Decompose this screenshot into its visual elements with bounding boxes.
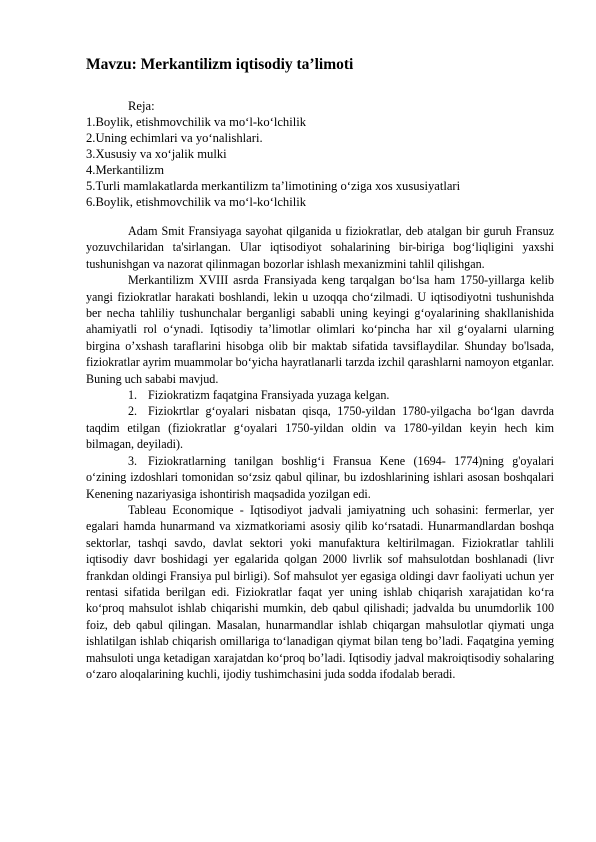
plan-item: 3.Xususiy va xo‘jalik mulki [86,147,227,161]
plan-heading: Reja: [128,99,155,113]
numbered-item [86,387,554,403]
numbered-item [86,453,554,502]
item-number: 2. [128,404,138,419]
body-text [86,223,554,682]
plan-item: 1.Boylik, etishmovchilik va mo‘l-ko‘lchilik [86,115,307,129]
plan-item: 4.Merkantilizm [86,163,164,177]
item-text: Fiziokrtlar g‘oyalari nisbatan qisqa, 1750-yildan 1780-yilgacha bo‘lgan davrda taqdim etilgan (fiziokratlar g‘oyalari 1750-yildan oldin va 1780-yildan keyin hech kim bilmagan, deyiladi). [86,404,554,452]
paragraph: Merkantilizm XVIII asrda Fransiyada keng tarqalgan bo‘lsa ham 1750-yillarga kelib yangi fiziokratlar harakati boshlandi, lekin u uzoqqa cho‘zilmadi. U iqtisodiyotni tushunishda ber necha tahliliy tushunchalar berganligi sababli uning keyingi g‘oyalarining shakllanishida ahamiyatli rol o‘ynadi. Iqtisodiy ta’limotlar olimlari ko‘pincha har xil g‘oyalarni ularning birgina o’xshash taraflarini hisobga olib bir maktab sifatida tavsiflaydilar. Shunday bo'lsada, fiziokratlar ayrim muammolar bo‘yicha hayratlanarli tarzda izchil qarashlarni namoyon etganlar. Buning uch sababi mavjud. [86,273,554,386]
plan-list [86,114,554,210]
plan-item: 2.Uning echimlari va yo‘nalishlari. [86,131,263,145]
item-text: Fiziokratizm faqatgina Fransiyada yuzaga kelgan. [148,388,390,403]
item-number: 3. [128,453,138,468]
numbered-item [86,403,554,452]
plan-item: 5.Turli mamlakatlarda merkantilizm ta’limotining o‘ziga xos xususiyatlari [86,179,461,193]
plan-item: 6.Boylik, etishmovchilik va mo‘l-ko‘lchilik [86,195,307,209]
paragraph: Tableau Economique - Iqtisodiyot jadvali jamiyatning uch sohasini: fermerlar, yer egalari hamda hunarmand va xizmatkoriami asosiy qilib ko‘rsatadi. Hunarmandlardan boshqa sektorlar, tashqi savdo, davlat sektori yoki manufaktura keltirilmagan. Fiziokratlar tahlili iqtisodiy davr boshidagi yer egalarida qolgan 2000 livrlik sof mahsulotdan boshlanadi (livr frankdan oldingi Fransiya pul birligi). Sof mahsulot yer egasiga oldingi davr faoliyati uchun yer rentasi sifatida berilgan edi. Fiziokratlar faqat yer uning ishlab chiqarish xarajatidan ko‘ra ko‘proq mahsulot ishlab chiqarishi mumkin, deb qabul qilishadi; jadvalda bu unumdorlik 100 foiz, deb qabul qilingan. Masalan, hunarmandlar ishlab chiqargan mahsulotlar qiymati unga ishlatilgan ishlab chiqarish omillariga to‘lanadigan qiymat bilan teng bo’ladi. Faqatgina yeming mahsuloti unga ketadigan xarajatdan ko‘proq bo’ladi. Iqtisodiy jadval makroiqtisodiy sohalaring o‘zaro aloqalarining kuchli, ijodiy tushimchasini juda sodda ifodalab beradi. [86,502,554,681]
page-title: Mavzu: Merkantilizm iqtisodiy ta’limoti [86,56,354,73]
item-text: Fiziokratlarning tanilgan boshlig‘i Fransua Kene (1694- 1774)ning g'oyalari o‘zining izdoshlari tomonidan so‘zsiz qabul qilinar, bu izdoshlarining ishlari asosan boshqalari Kenening nazariyasiga ishontirish maqsadida yozilgan edi. [86,453,554,501]
item-number: 1. [128,388,138,403]
paragraph: Adam Smit Fransiyaga sayohat qilganida u fiziokratlar, deb atalgan bir guruh Fransuz yozuvchilaridan ta'sirlangan. Ular iqtisodiyot sohalarining bir-biriga bog‘liqligini yaxshi tushunishgan va nazorat qilinmagan bozorlar ishlash mexanizmini tahlil qilishgan. [86,224,554,271]
